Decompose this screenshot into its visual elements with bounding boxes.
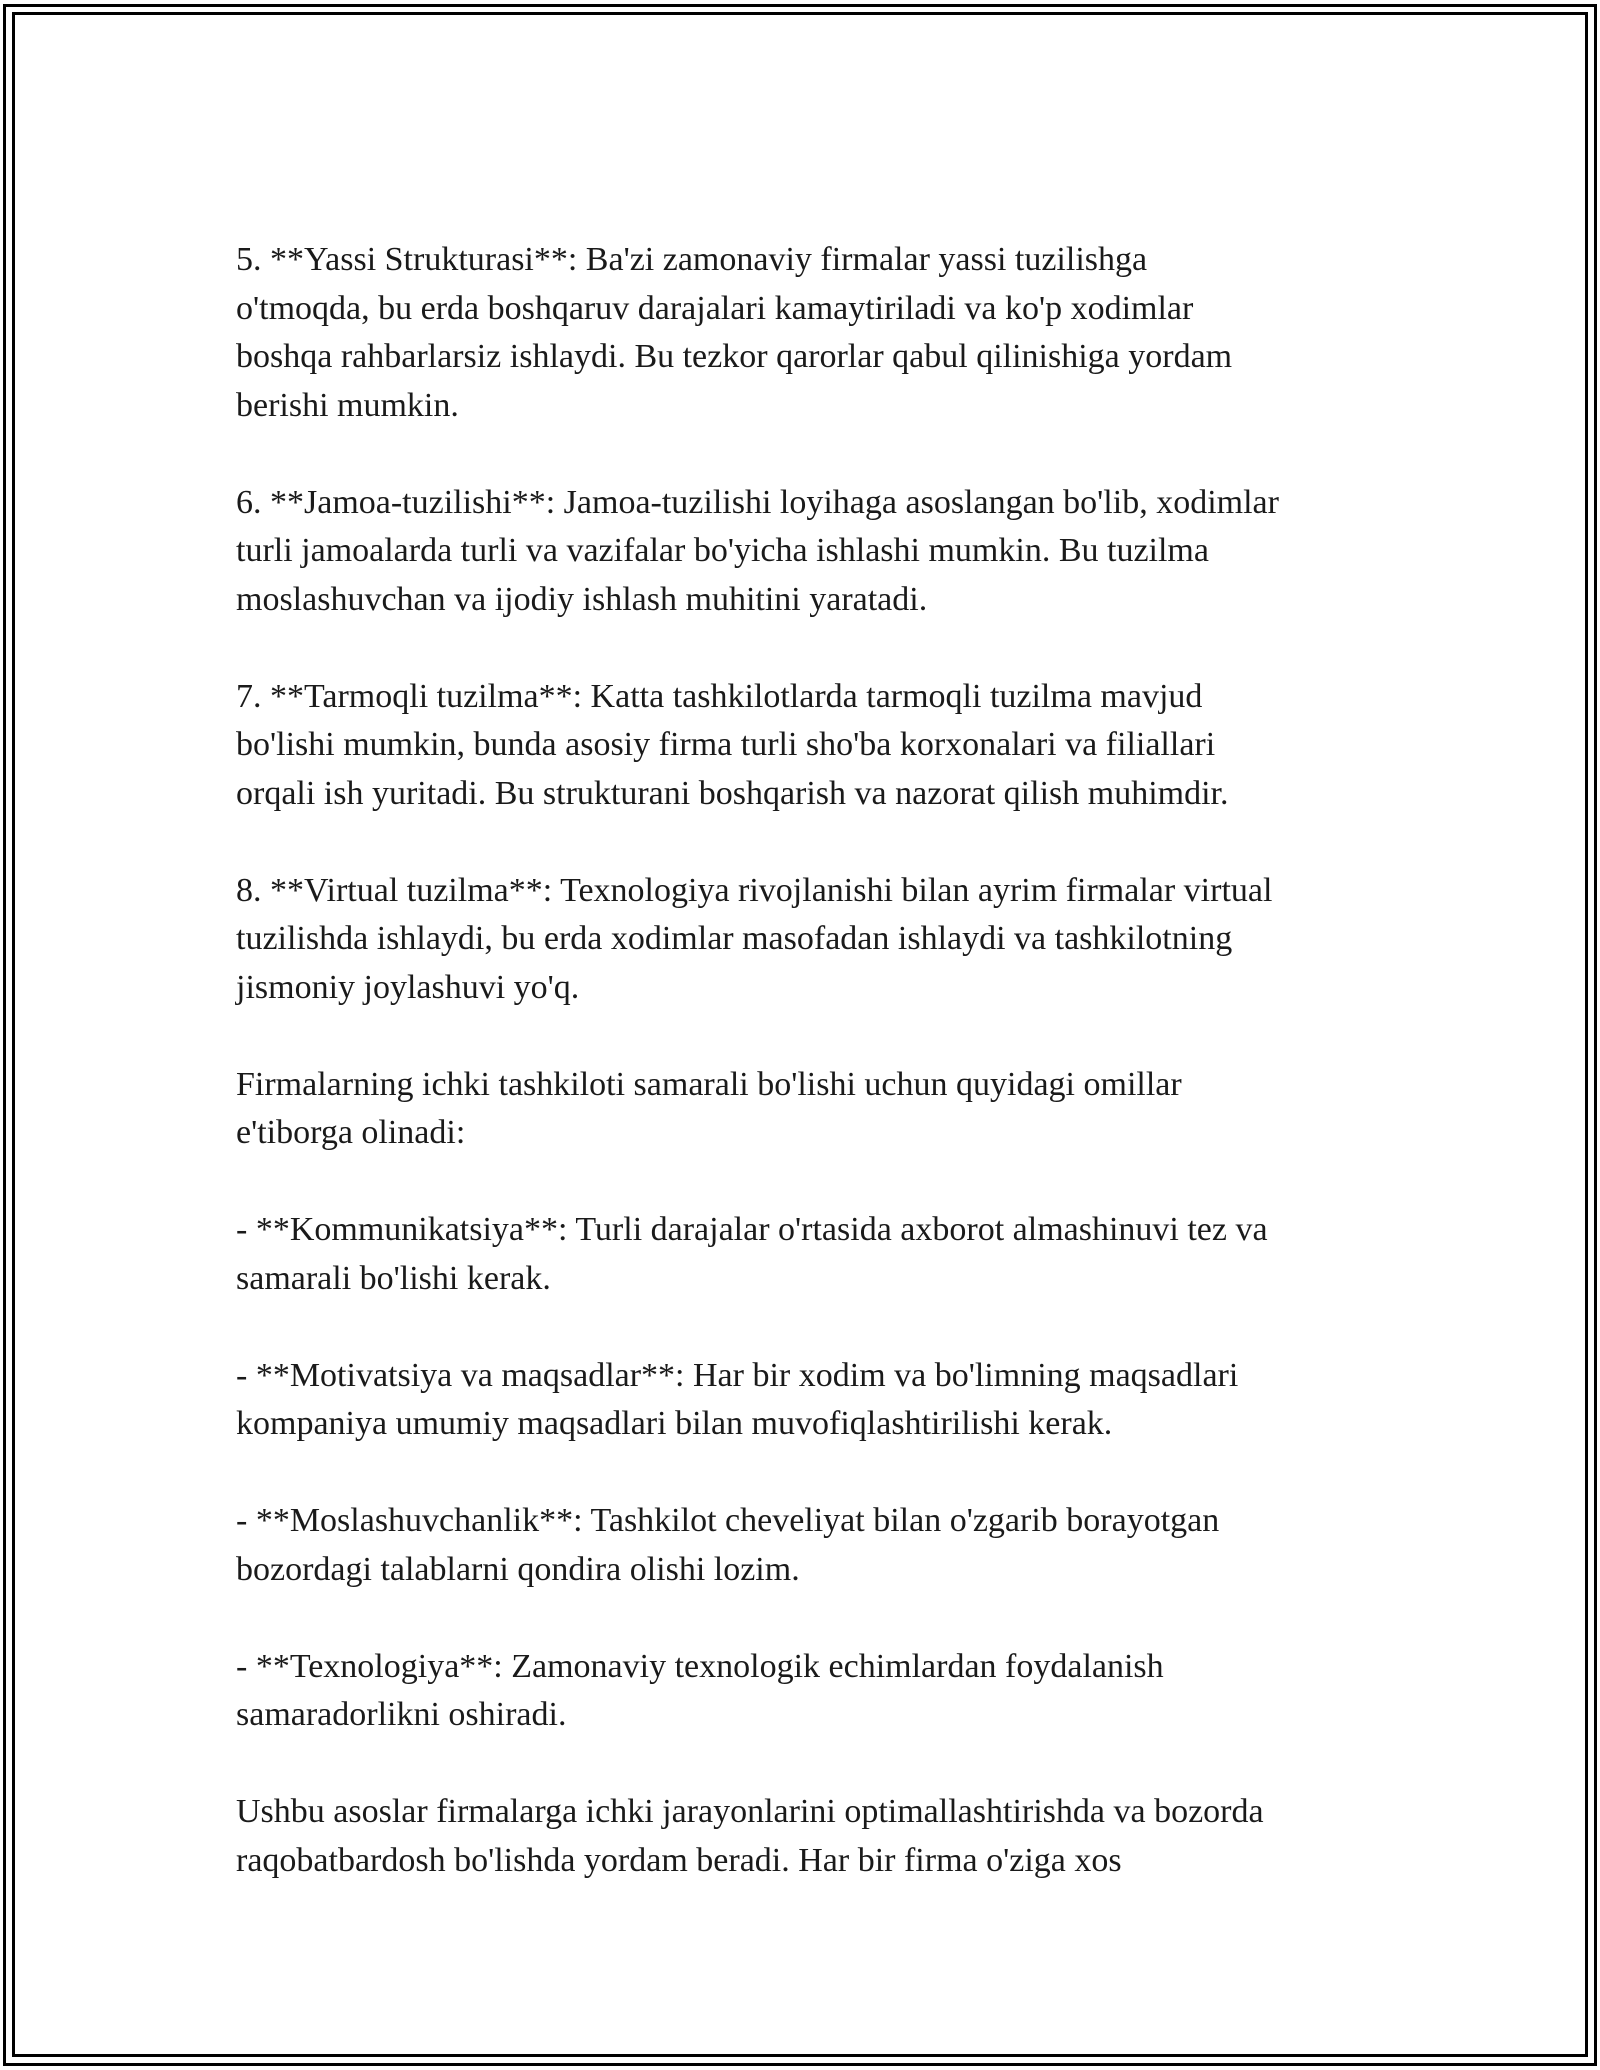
list-item-communication: - **Kommunikatsiya**: Turli darajalar o'rtasida axborot almashinuvi tez va samarali bo'lishi kerak. <box>236 1211 1268 1297</box>
paragraph-flat-structure: 5. **Yassi Strukturasi**: Ba'zi zamonaviy firmalar yassi tuzilishga o'tmoqda, bu erda boshqaruv darajalari kamaytiriladi va ko'p xodimlar boshqa rahbarlarsiz ishlaydi. Bu tezkor qarorlar qabul qilinishiga yordam berishi mumkin. <box>236 241 1233 424</box>
list-item-flexibility: - **Moslashuvchanlik**: Tashkilot cheveliyat bilan o'zgarib borayotgan bozordagi talablarni qondira olishi lozim. <box>236 1502 1220 1588</box>
paragraph-network-structure: 7. **Tarmoqli tuzilma**: Katta tashkilotlarda tarmoqli tuzilma mavjud bo'lishi mumkin, bunda asosiy firma turli sho'ba korxonalari va filiallari orqali ish yuritadi. Bu strukturani boshqarish va nazorat qilish muhimdir. <box>236 677 1229 812</box>
paragraph-virtual-structure: 8. **Virtual tuzilma**: Texnologiya rivojlanishi bilan ayrim firmalar virtual tuzilishda ishlaydi, bu erda xodimlar masofadan ishlaydi va tashkilotning jismoniy joylashuvi yo'q. <box>236 871 1273 1006</box>
list-item-motivation: - **Motivatsiya va maqsadlar**: Har bir xodim va bo'limning maqsadlari kompaniya umumiy maqsadlari bilan muvofiqlashtirilishi kerak. <box>236 1356 1239 1442</box>
paragraph-conclusion: Ushbu asoslar firmalarga ichki jarayonlarini optimallashtirishda va bozorda raqobatbardosh bo'lishda yordam beradi. Har bir firma o'ziga xos <box>236 1793 1264 1879</box>
document-body <box>236 236 1386 1885</box>
paragraph-factors-intro: Firmalarning ichki tashkiloti samarali bo'lishi uchun quyidagi omillar e'tiborga olinadi: <box>236 1065 1182 1151</box>
paragraph-team-structure: 6. **Jamoa-tuzilishi**: Jamoa-tuzilishi loyihaga asoslangan bo'lib, xodimlar turli jamoalarda turli va vazifalar bo'yicha ishlashi mumkin. Bu tuzilma moslashuvchan va ijodiy ishlash muhitini yaratadi. <box>236 483 1279 618</box>
list-item-technology: - **Texnologiya**: Zamonaviy texnologik echimlardan foydalanish samaradorlikni oshiradi. <box>236 1647 1164 1733</box>
